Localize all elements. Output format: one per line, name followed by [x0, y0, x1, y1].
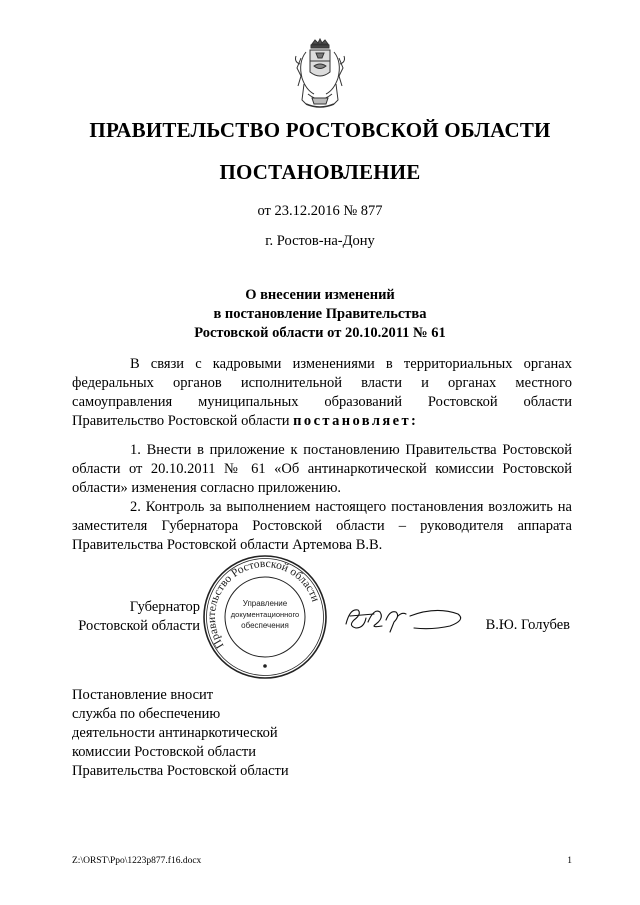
stamp-inner-line: документационного	[230, 610, 300, 619]
note-line: деятельности антинаркотической	[72, 725, 278, 741]
note-line: служба по обеспечению	[72, 706, 221, 722]
item-1: 1. Внести в приложение к постановлению Правительства Ростовской области от 20.10.2011 № 61 «Об антинаркотической комиссии Ростовской области» изменения согласно приложению.	[72, 442, 572, 496]
stamp-inner-line: Управление	[242, 599, 288, 608]
city: г. Ростов-на-Дону	[265, 233, 375, 249]
file-path: Z:\ORST\Ppo\1223p877.f16.docx	[72, 856, 202, 866]
note-line: Правительства Ростовской области	[72, 763, 289, 779]
government-name: ПРАВИТЕЛЬСТВО РОСТОВСКОЙ ОБЛАСТИ	[89, 118, 551, 142]
official-stamp	[202, 554, 328, 680]
preamble	[72, 355, 572, 431]
item-2: 2. Контроль за выполнением настоящего постановления возложить на заместителя Губернатора Ростовской области – руководителя аппарата Правительства Ростовской области Артемова В.В.	[72, 499, 572, 553]
subject-line: О внесении изменений	[245, 287, 395, 303]
note-line: комиссии Ростовской области	[72, 744, 256, 760]
page-number: 1	[567, 856, 572, 866]
items-block	[72, 441, 572, 555]
date-number: от 23.12.2016 № 877	[257, 203, 383, 219]
stamp-outer-text: Правительство Ростовской области	[205, 557, 322, 651]
document-type: ПОСТАНОВЛЕНИЕ	[219, 160, 421, 184]
role-line: Ростовской области	[78, 618, 200, 634]
subject-line: Ростовской области от 20.10.2011 № 61	[194, 325, 446, 341]
coat-of-arms-icon	[292, 38, 348, 110]
submitted-by	[72, 686, 372, 781]
signatory-role	[60, 598, 200, 636]
subject-block	[0, 286, 640, 343]
role-line: Губернатор	[129, 599, 200, 615]
stamp-star-icon	[263, 664, 267, 668]
handwritten-signature-icon	[340, 598, 470, 638]
signatory-name: В.Ю. Голубев	[485, 617, 570, 633]
preamble-text: В связи с кадровыми изменениями в территориальных органах федеральных органов исполнительной власти и органах местного самоуправления муниципальных образований Ростовской области Правительство Ростовской области	[72, 356, 572, 429]
note-line: Постановление вносит	[72, 687, 214, 703]
subject-line: в постановление Правительства	[213, 306, 427, 322]
stamp-inner-line: обеспечения	[241, 621, 289, 630]
resolves-word: постановляет:	[293, 413, 419, 429]
